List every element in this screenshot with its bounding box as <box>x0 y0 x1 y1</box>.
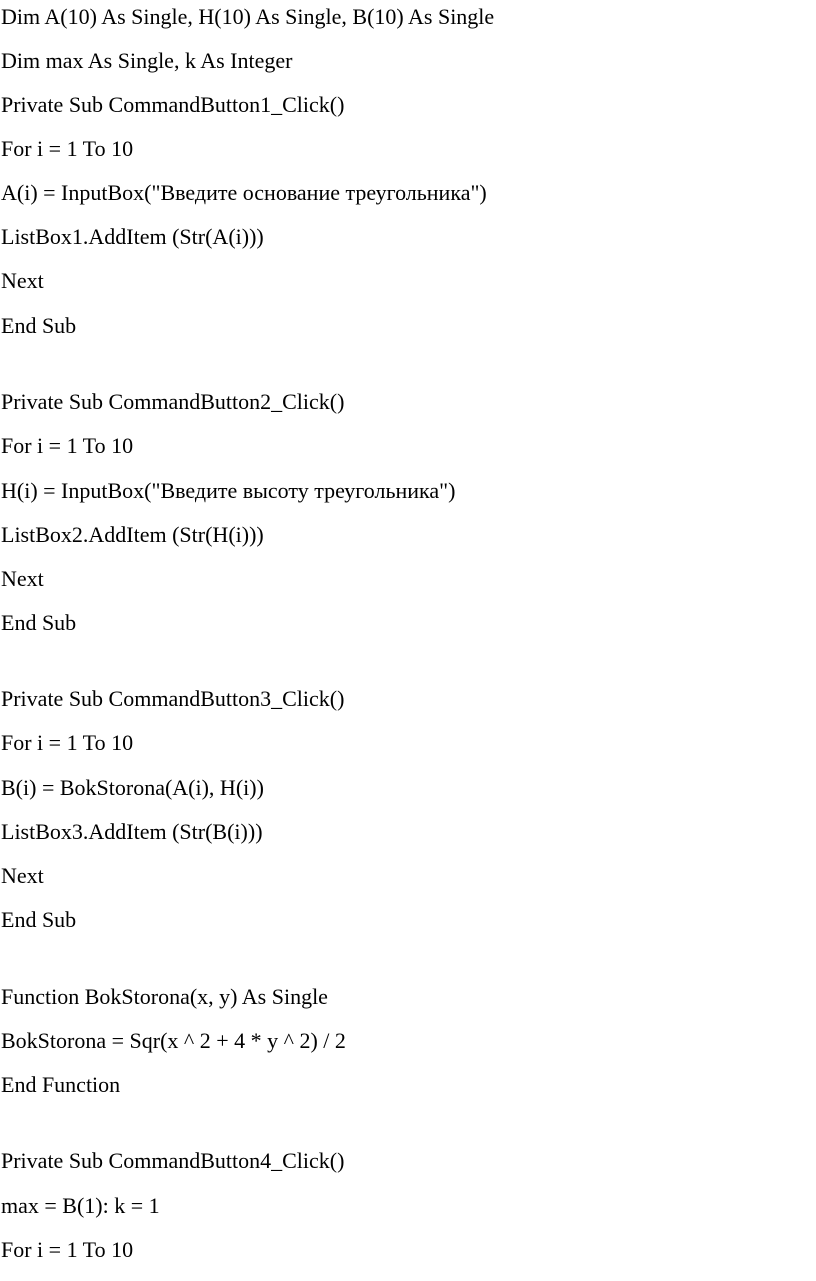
code-line: B(i) = BokStorona(A(i), H(i)) <box>1 775 264 800</box>
code-line: Private Sub CommandButton1_Click() <box>1 92 345 117</box>
code-line: For i = 1 To 10 <box>1 1237 134 1262</box>
code-line: For i = 1 To 10 <box>1 730 134 755</box>
code-line: BokStorona = Sqr(x ^ 2 + 4 * y ^ 2) / 2 <box>1 1028 346 1053</box>
code-line: Next <box>1 566 44 591</box>
code-line: End Sub <box>1 313 77 338</box>
code-line: For i = 1 To 10 <box>1 136 134 161</box>
code-line: A(i) = InputBox("Введите основание треугольника") <box>1 180 487 205</box>
code-line: End Sub <box>1 907 77 932</box>
code-line: For i = 1 To 10 <box>1 433 134 458</box>
code-line: ListBox3.AddItem (Str(B(i))) <box>1 819 263 844</box>
code-line: End Sub <box>1 610 77 635</box>
code-line: Next <box>1 268 44 293</box>
code-line: H(i) = InputBox("Введите высоту треугольника") <box>1 478 456 503</box>
code-line: ListBox2.AddItem (Str(H(i))) <box>1 522 264 547</box>
code-line: Next <box>1 863 44 888</box>
code-line: Private Sub CommandButton2_Click() <box>1 389 345 414</box>
code-line: Dim A(10) As Single, H(10) As Single, B(10) As Single <box>1 4 495 29</box>
code-line: Function BokStorona(x, y) As Single <box>1 984 328 1009</box>
code-line: max = B(1): k = 1 <box>1 1193 160 1218</box>
code-line: Dim max As Single, k As Integer <box>1 48 293 73</box>
code-line: Private Sub CommandButton4_Click() <box>1 1148 345 1173</box>
code-line: ListBox1.AddItem (Str(A(i))) <box>1 224 264 249</box>
code-line: Private Sub CommandButton3_Click() <box>1 686 345 711</box>
code-line: End Function <box>1 1072 121 1097</box>
